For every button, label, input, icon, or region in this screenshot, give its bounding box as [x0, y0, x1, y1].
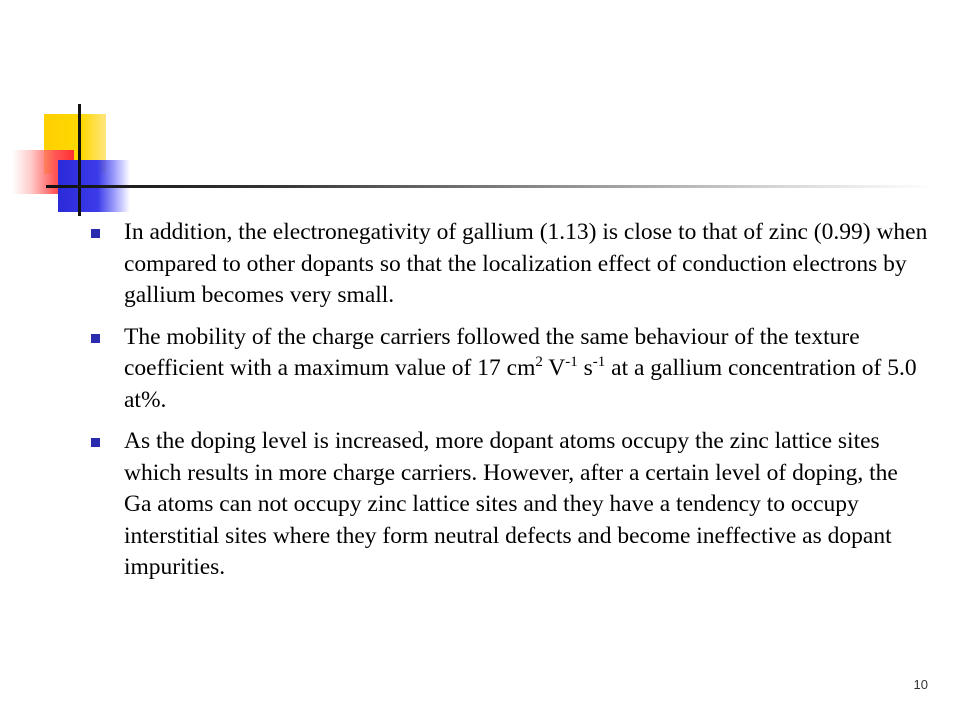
- title-underline: [46, 185, 936, 188]
- bullet-text: As the doping level is increased, more dopant atoms occupy the zinc lattice sites which results in more charge carriers. However, after a certain level of doping, the Ga atoms can not occupy zinc lattice sites and they have a tendency to occupy interstitial sites where they form neutral defects and become ineffective as dopant impurities.: [124, 428, 898, 580]
- bullet-text-part: s: [577, 355, 593, 381]
- bullet-text-part: at a gallium concentration of 5.0 at%.: [124, 355, 917, 413]
- bullet-list: [88, 217, 928, 594]
- bullet-marker-icon: [91, 229, 100, 238]
- superscript: 2: [535, 354, 543, 371]
- bullet-text-part: The mobility of the charge carriers followed the same behaviour of the texture coefficient with a maximum value of 17 cm: [124, 323, 860, 381]
- bullet-text: In addition, the electronegativity of gallium (1.13) is close to that of zinc (0.99) when compared to other dopants so that the localization effect of conduction electrons by gallium becomes very small.: [124, 219, 928, 308]
- bullet-item-doping-level: [88, 426, 928, 584]
- superscript: -1: [592, 354, 606, 371]
- superscript: -1: [565, 354, 578, 371]
- bullet-item-mobility: [88, 322, 928, 417]
- bullet-marker-icon: [91, 438, 100, 447]
- bullet-marker-icon: [91, 334, 100, 343]
- decoration-vertical-line: [78, 104, 81, 216]
- bullet-item-electronegativity: [88, 217, 928, 312]
- bullet-text-part: V: [542, 355, 566, 381]
- page-number: 10: [913, 677, 928, 692]
